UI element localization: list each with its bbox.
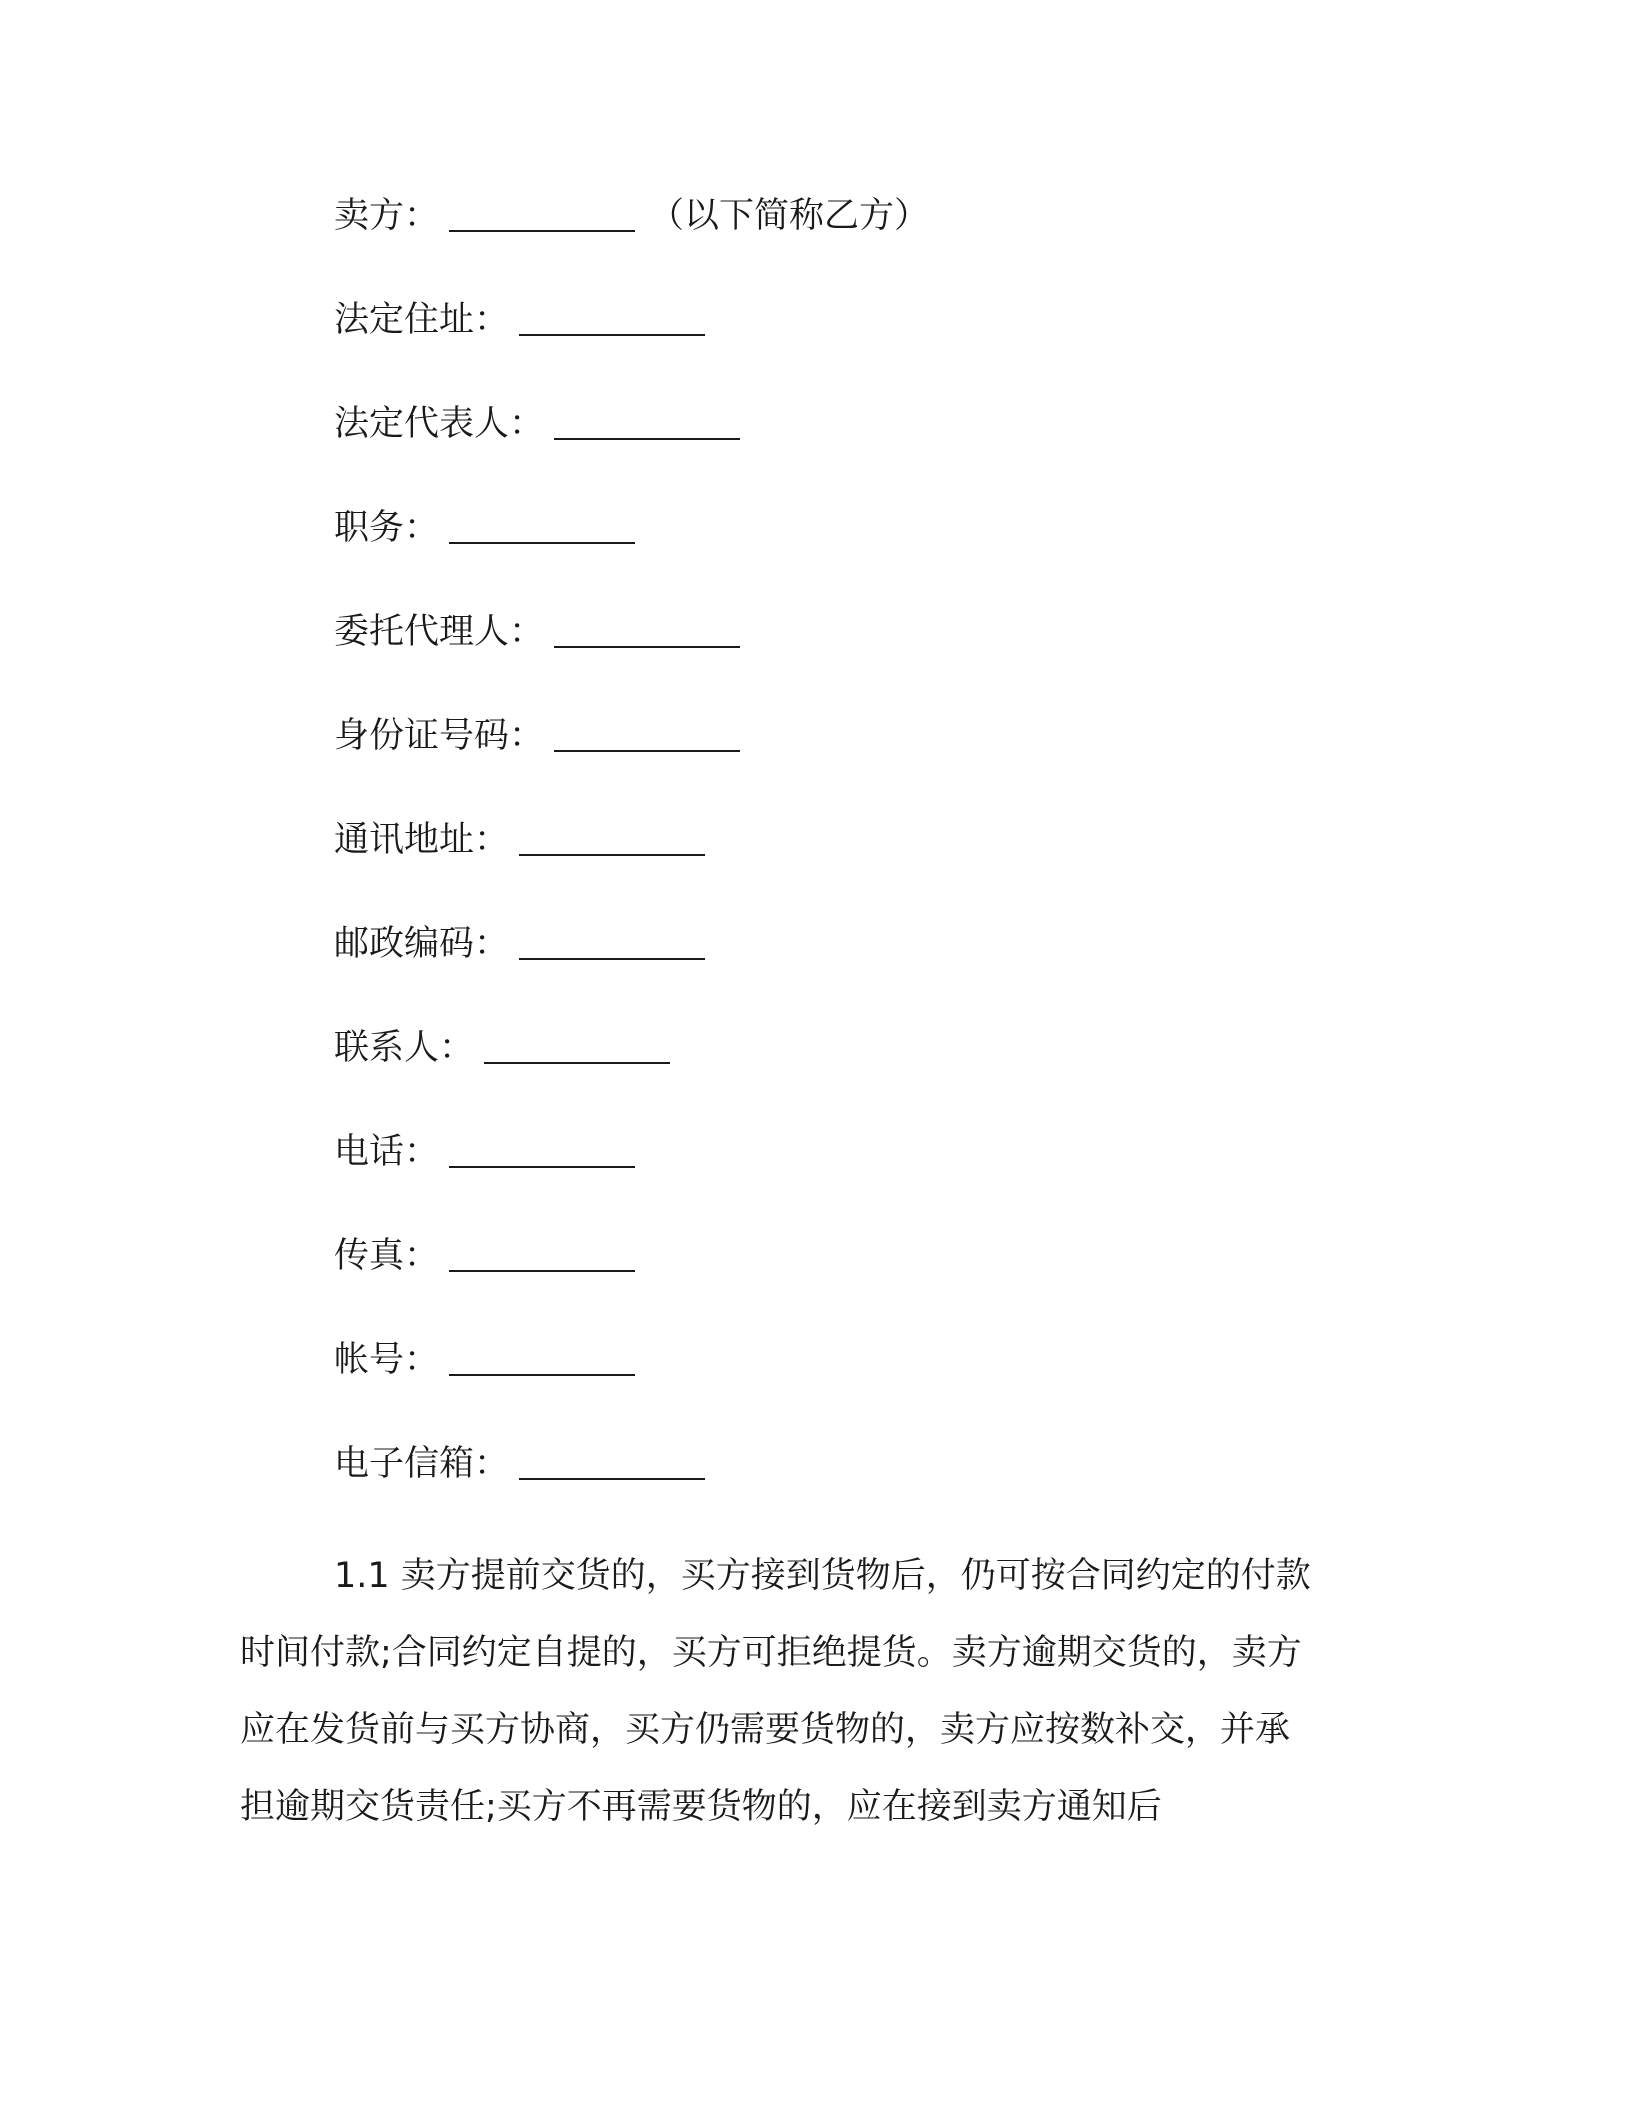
field-separator: ：: [404, 1340, 440, 1380]
field-row-legal-address: [334, 294, 929, 398]
fill-in-blank: [449, 190, 635, 232]
field-label: 职务: [334, 508, 405, 548]
field-separator: ：: [474, 820, 510, 860]
fill-in-blank: [519, 814, 705, 856]
field-row-mailing-address: [334, 814, 929, 918]
field-note: （以下简称乙方）: [649, 196, 930, 236]
fill-in-blank: [519, 918, 705, 960]
field-row-agent: [334, 606, 929, 710]
field-separator: ：: [404, 1236, 440, 1276]
field-label: 电话: [334, 1132, 405, 1172]
field-row-id-number: [334, 710, 929, 814]
fill-in-blank: [554, 710, 740, 752]
field-row-postal-code: [334, 918, 929, 1022]
clause-line: 担逾期交货责任;买方不再需要货物的，应在接到卖方通知后: [240, 1787, 1162, 1827]
fill-in-blank: [484, 1022, 670, 1064]
field-label: 委托代理人: [334, 612, 510, 652]
fill-in-blank: [449, 502, 635, 544]
field-separator: ：: [509, 716, 545, 756]
field-row-position: [334, 502, 929, 606]
field-separator: ：: [509, 404, 545, 444]
clause-line: 1.1 卖方提前交货的，买方接到货物后，仍可按合同约定的付款: [334, 1556, 1311, 1596]
field-label: 法定住址: [334, 300, 475, 340]
field-separator: ：: [404, 1132, 440, 1172]
field-label: 身份证号码: [334, 716, 510, 756]
field-row-contact: [334, 1022, 929, 1126]
fill-in-blank: [554, 606, 740, 648]
field-separator: ：: [404, 196, 440, 236]
field-separator: ：: [509, 612, 545, 652]
fill-in-blank: [519, 1438, 705, 1480]
field-row-account: [334, 1334, 929, 1438]
field-label: 通讯地址: [334, 820, 475, 860]
field-row-email: [334, 1438, 929, 1542]
field-separator: ：: [474, 1444, 510, 1484]
party-info-list: [334, 190, 929, 1542]
field-row-fax: [334, 1230, 929, 1334]
field-label: 卖方: [334, 196, 405, 236]
field-row-phone: [334, 1126, 929, 1230]
field-separator: ：: [474, 300, 510, 340]
clause-line: 时间付款;合同约定自提的，买方可拒绝提货。卖方逾期交货的，卖方: [240, 1633, 1302, 1673]
field-label: 电子信箱: [334, 1444, 475, 1484]
field-label: 邮政编码: [334, 924, 475, 964]
clause-line: 应在发货前与买方协商，买方仍需要货物的，卖方应按数补交，并承: [240, 1710, 1291, 1750]
fill-in-blank: [449, 1126, 635, 1168]
field-row-seller: [334, 190, 929, 294]
field-label: 传真: [334, 1236, 405, 1276]
field-separator: ：: [439, 1028, 475, 1068]
fill-in-blank: [449, 1334, 635, 1376]
fill-in-blank: [519, 294, 705, 336]
field-label: 法定代表人: [334, 404, 510, 444]
field-row-legal-representative: [334, 398, 929, 502]
fill-in-blank: [554, 398, 740, 440]
fill-in-blank: [449, 1230, 635, 1272]
field-separator: ：: [474, 924, 510, 964]
field-label: 帐号: [334, 1340, 405, 1380]
field-label: 联系人: [334, 1028, 440, 1068]
clause-paragraph: [240, 1538, 1370, 1846]
field-separator: ：: [404, 508, 440, 548]
